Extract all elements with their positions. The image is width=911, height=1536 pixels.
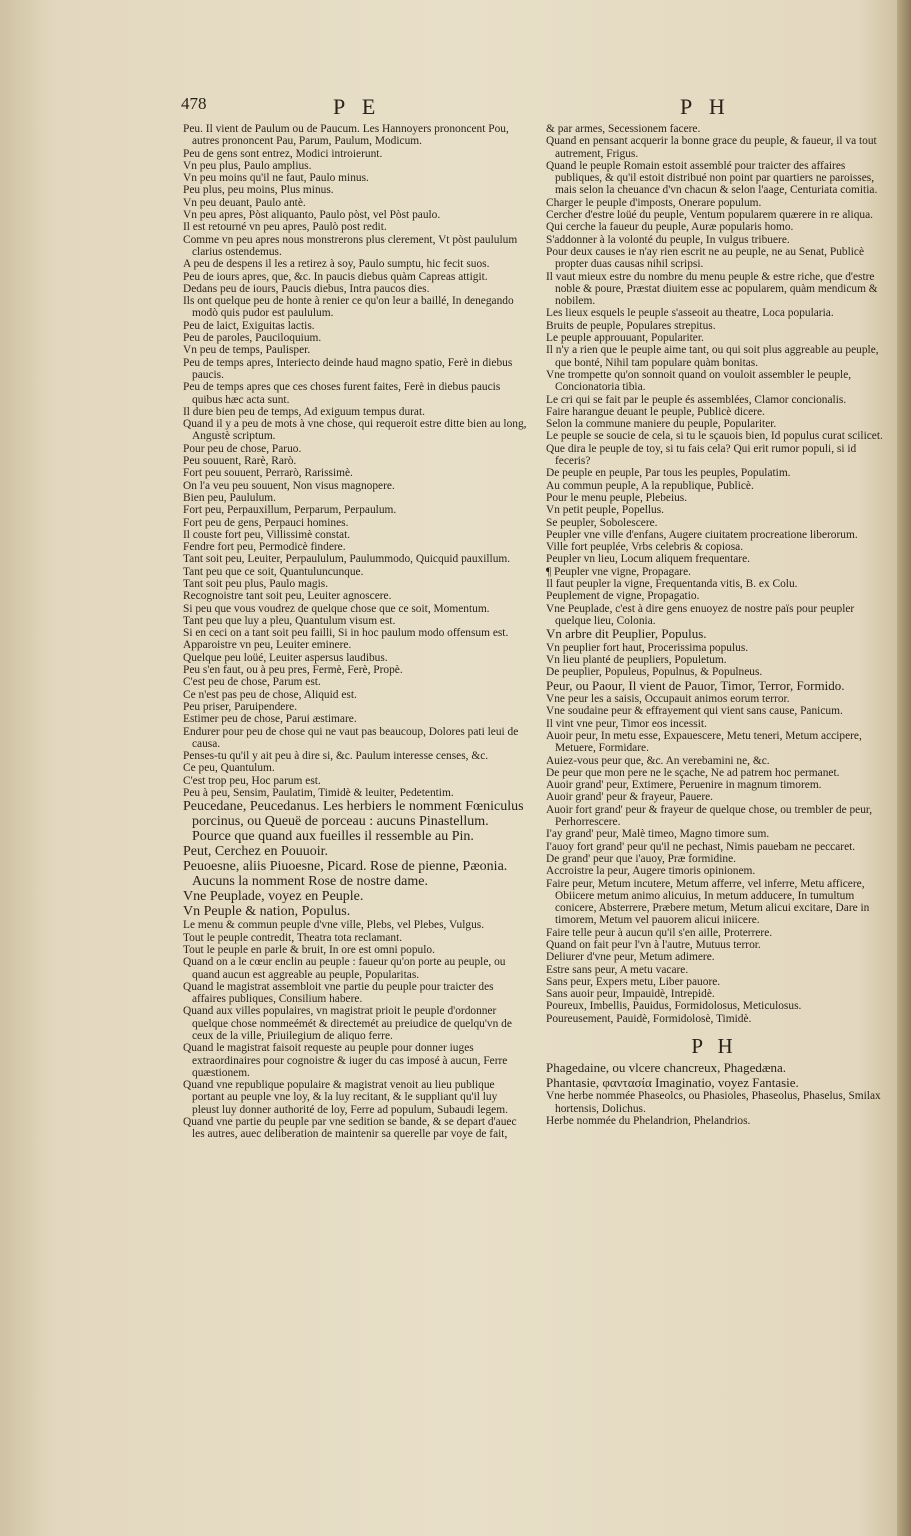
dictionary-entry: Se peupler, Sobolescere.: [546, 516, 658, 529]
dictionary-entry: Peucedane, Peucedanus. Les herbiers le nomment Fœniculus porcinus, ou Queuë de porceau : aucuns Pinastellum. Pource que quand aux fueilles il ressemble au Pin.: [183, 799, 524, 845]
dictionary-entry: Dedans peu de iours, Paucis diebus, Intra paucos dies.: [183, 282, 430, 295]
dictionary-entry: Vne Peuplade, c'est à dire gens enuoyez de nostre païs pour peupler quelque lieu, Colonia.: [546, 602, 855, 627]
dictionary-entry: De peuple en peuple, Par tous les peuples, Populatim.: [546, 467, 791, 480]
dictionary-entry: Vne soudaine peur & effrayement qui vient sans cause, Panicum.: [546, 705, 843, 718]
dictionary-entry: Auoir grand' peur & frayeur, Pauere.: [546, 791, 714, 804]
dictionary-entry: Quand le peuple Romain estoit assemblé pour traicter des affaires publiques, & qu'il estoit distribué non point par quartiers ne paroisses, mais selon la cheuance d'vn chacun & selon l'aage, Centuriata comitia.: [546, 159, 878, 197]
dictionary-entry: Vn peu moins qu'il ne faut, Paulo minus.: [183, 172, 369, 185]
dictionary-entry: Peupler vn lieu, Locum aliquem frequentare.: [546, 553, 751, 566]
dictionary-entry: Poureux, Imbellis, Pauidus, Formidolosus, Meticulosus.: [546, 1000, 802, 1013]
dictionary-entry: Comme vn peu apres nous monstrerons plus clerement, Vt pòst paululum clarius ostendemus.: [183, 233, 518, 258]
dictionary-entry: Il n'y a rien que le peuple aime tant, ou qui soit plus aggreable au peuple, que bonté, Nihil tam populare quàm bonitas.: [546, 344, 879, 369]
dictionary-entry: Les lieux esquels le peuple s'asseoit au theatre, Loca popularia.: [546, 307, 834, 320]
section-heading-ph: P H: [691, 1034, 738, 1059]
dictionary-entry: Il dure bien peu de temps, Ad exiguum tempus durat.: [183, 405, 426, 418]
dictionary-entry: Quand on a le cœur enclin au peuple : faueur qu'on porte au peuple, ou quand aucun est aggreable au peuple, Popularitas.: [183, 956, 506, 981]
dictionary-entry: Ce peu, Quantulum.: [183, 762, 275, 775]
dictionary-entry: Deliurer d'vne peur, Metum adimere.: [546, 951, 715, 964]
dictionary-entry: Vn Peuple & nation, Populus.: [183, 904, 351, 920]
dictionary-entry: Peu de temps apres que ces choses furent faites, Ferè in diebus paucis quibus hæc acta sunt.: [183, 381, 501, 406]
right-column-entries: [546, 123, 883, 1025]
dictionary-entry: Le peuple approuuant, Populariter.: [546, 332, 704, 345]
dictionary-entry: Au commun peuple, A la republique, Publicè.: [546, 479, 754, 492]
right-column: [546, 123, 883, 1127]
ph-section-entries: [546, 1061, 883, 1127]
dictionary-entry: Charger le peuple d'imposts, Onerare populum.: [546, 196, 762, 209]
dictionary-entry: Le menu & commun peuple d'vne ville, Plebs, vel Plebes, Vulgus.: [183, 919, 485, 932]
dictionary-entry: Phagedaine, ou vlcere chancreux, Phagedæna.: [546, 1060, 787, 1076]
dictionary-entry: Quand le magistrat faisoit requeste au peuple pour donner iuges extraordinaires pour cognoistre & iuger du cas imposé à aucun, Ferre quæstionem.: [183, 1042, 508, 1079]
dictionary-entry: Tout le peuple en parle & bruit, In ore est omni populo.: [183, 943, 435, 956]
dictionary-entry: Estre sans peur, A metu vacare.: [546, 963, 689, 976]
dictionary-entry: Vn peu de temps, Paulisper.: [183, 344, 311, 357]
dictionary-entry: Peupler vne ville d'enfans, Augere ciuitatem procreatione liberorum.: [546, 528, 858, 541]
dictionary-entry: Penses-tu qu'il y ait peu à dire si, &c. Paulum interesse censes, &c.: [183, 750, 489, 763]
dictionary-entry: Selon la commune maniere du peuple, Populariter.: [546, 418, 777, 431]
dictionary-entry: Bruits de peuple, Populares strepitus.: [546, 319, 716, 332]
dictionary-entry: Il est retourné vn peu apres, Paulò post redit.: [183, 221, 387, 234]
dictionary-entry: Peu à peu, Sensim, Paulatim, Timidè & leuiter, Pedetentim.: [183, 787, 454, 800]
dictionary-entry: Il vaut mieux estre du nombre du menu peuple & estre riche, que d'estre noble & poure, Præstat diuitem esse ac popularem, quàm mendicum & nobilem.: [546, 270, 878, 308]
dictionary-entry: Herbe nommée du Phelandrion, Phelandrios.: [546, 1114, 751, 1127]
dictionary-entry: Si en ceci on a tant soit peu failli, Si in hoc paulum modo offensum est.: [183, 627, 509, 640]
dictionary-entry: Quand vne republique populaire & magistrat venoit au lieu publique portant au peuple vne loy, & la luy recitant, & le suppliant qu'il luy pleust luy donner authorité de loy, Ferre ad populum, Subaudi legem.: [183, 1079, 508, 1116]
dictionary-entry: Fort peu souuent, Perrarò, Rarissimè.: [183, 467, 353, 480]
dictionary-entry: Peu souuent, Rarè, Rarò.: [183, 455, 297, 468]
dictionary-entry: Vne herbe nommée Phaseolcs, ou Phasioles, Phaseolus, Phaselus, Smilax hortensis, Dolichus.: [546, 1090, 881, 1115]
dictionary-entry: Accroistre la peur, Augere timoris opinionem.: [546, 865, 756, 878]
dictionary-entry: Tant peu que ce soit, Quantuluncunque.: [183, 565, 364, 578]
dictionary-entry: De peur que mon pere ne le sçache, Ne ad patrem hoc permanet.: [546, 766, 840, 779]
dictionary-entry: Tout le peuple contredit, Theatra tota reclamant.: [183, 931, 403, 944]
dictionary-entry: Peu de gens sont entrez, Modici introierunt.: [183, 147, 383, 160]
dictionary-entry: Bien peu, Paululum.: [183, 491, 277, 504]
dictionary-entry: Fort peu, Perpauxillum, Perparum, Perpaulum.: [183, 504, 397, 517]
dictionary-entry: Fort peu de gens, Perpauci homines.: [183, 516, 349, 529]
dictionary-entry: Cercher d'estre loüé du peuple, Ventum popularem quærere in re aliqua.: [546, 209, 873, 222]
dictionary-entry: Tant peu que luy a pleu, Quantulum visum est.: [183, 614, 396, 627]
dictionary-entry: Pour le menu peuple, Plebeius.: [546, 491, 688, 504]
dictionary-entry: Peu de paroles, Pauciloquium.: [183, 332, 322, 345]
dictionary-entry: Ils ont quelque peu de honte à renier ce qu'on leur a baillé, In denegando modò quis pudor est paululum.: [183, 295, 514, 320]
running-head-right: P H: [680, 94, 731, 119]
dictionary-entry: Peur, ou Paour, Il vient de Pauor, Timor, Terror, Formido.: [546, 677, 845, 693]
dictionary-entry: Ce n'est pas peu de chose, Aliquid est.: [183, 688, 357, 701]
dictionary-entry: Endurer pour peu de chose qui ne vaut pas beaucoup, Dolores pati leui de causa.: [183, 725, 519, 750]
dictionary-entry: Peuplement de vigne, Propagatio.: [546, 590, 700, 603]
dictionary-entry: Peu priser, Paruipendere.: [183, 700, 298, 713]
dictionary-entry: & par armes, Secessionem facere.: [546, 123, 701, 135]
dictionary-entry: Vn petit peuple, Popellus.: [546, 504, 665, 517]
dictionary-entry: Estimer peu de chose, Parui æstimare.: [183, 713, 357, 726]
page-number: 478: [181, 94, 207, 113]
dictionary-entry: Peut, Cerchez en Pouuoir.: [183, 844, 329, 860]
dictionary-entry: Quand en pensant acquerir la bonne grace du peuple, & faueur, il va tout autrement, Frigus.: [546, 135, 877, 160]
dictionary-entry: Vne peur les a saisis, Occupauit animos eorum terror.: [546, 693, 790, 706]
dictionary-entry: Faire peur, Metum incutere, Metum afferre, vel inferre, Metu afficere, Obiicere metum animo alicuius, In metum adducere, In tumultum conicere, Absterrere, Præbere metum, Metum alicui excitare, Dare in timorem, Metum vel pauorem alicui iniicere.: [546, 877, 870, 927]
dictionary-entry: De peuplier, Populeus, Populnus, & Populneus.: [546, 666, 763, 679]
dictionary-entry: Peu de laict, Exiguitas lactis.: [183, 319, 315, 332]
dictionary-entry: Sans peur, Expers metu, Liber pauore.: [546, 975, 721, 988]
dictionary-entry: Que dira le peuple de toy, si tu fais cela? Qui erit rumor populi, si id feceris?: [546, 442, 857, 468]
dictionary-entry: Quand il y a peu de mots à vne chose, qui requeroit estre ditte bien au long, Angustè scriptum.: [183, 418, 527, 443]
dictionary-entry: Il vint vne peur, Timor eos incessit.: [546, 717, 707, 730]
dictionary-entry: Quand on fait peur l'vn à l'autre, Mutuus terror.: [546, 939, 761, 951]
dictionary-entry: Apparoistre vn peu, Leuiter eminere.: [183, 639, 352, 652]
dictionary-entry: Faire harangue deuant le peuple, Publicè dicere.: [546, 405, 765, 418]
dictionary-entry: Vne Peuplade, voyez en Peuple.: [183, 889, 364, 905]
dictionary-entry: C'est peu de chose, Parum est.: [183, 676, 321, 689]
dictionary-entry: Auoir peur, In metu esse, Expauescere, Metu teneri, Metum accipere, Metuere, Formidare.: [546, 729, 862, 755]
dictionary-entry: Recognoistre tant soit peu, Leuiter agnoscere.: [183, 590, 392, 603]
running-head-left: P E: [333, 94, 382, 119]
dictionary-entry: Vn lieu planté de peupliers, Populetum.: [546, 653, 727, 666]
dictionary-entry: Peu de temps apres, Interiecto deinde haud magno spatio, Ferè in diebus paucis.: [183, 356, 513, 381]
dictionary-entry: Peu. Il vient de Paulum ou de Paucum. Les Hannoyers prononcent Pou, autres prononcent Pau, Parum, Paulum, Modicum.: [183, 123, 509, 148]
dictionary-entry: I'auoy fort grand' peur qu'il ne pechast, Nimis pauebam ne peccaret.: [546, 840, 856, 853]
dictionary-entry: Phantasie, φαντασία Imaginatio, voyez Fantasie.: [546, 1074, 799, 1090]
dictionary-entry: Peu de iours apres, que, &c. In paucis diebus quàm Capreas attigit.: [183, 270, 488, 283]
dictionary-entry: S'addonner à la volonté du peuple, In vulgus tribuere.: [546, 233, 790, 246]
dictionary-entry: A peu de despens il les a retirez à soy, Paulo sumptu, hic fecit suos.: [183, 258, 490, 271]
dictionary-entry: Fendre fort peu, Permodicè findere.: [183, 541, 346, 554]
dictionary-entry: Qui cerche la faueur du peuple, Auræ popularis homo.: [546, 221, 794, 234]
dictionary-entry: Quand aux villes populaires, vn magistrat prioit le peuple d'ordonner quelque chose nommeémét & directemét au preiudice de quelqu'vn de ceux de la ville, Priuilegium de aliquo ferre.: [183, 1005, 512, 1042]
dictionary-entry: Vn peu deuant, Paulo antè.: [183, 196, 306, 209]
dictionary-entry: Il faut peupler la vigne, Frequentanda vitis, B. ex Colu.: [546, 577, 798, 590]
dictionary-entry: Poureusement, Pauidè, Formidolosè, Timidè.: [546, 1012, 752, 1025]
page-gutter: [897, 0, 911, 1536]
dictionary-entry: Tant soit peu plus, Paulo magis.: [183, 577, 329, 590]
dictionary-entry: Peu plus, peu moins, Plus minus.: [183, 184, 334, 197]
dictionary-entry: Pour peu de chose, Paruo.: [183, 442, 302, 455]
dictionary-entry: Peu s'en faut, ou à peu pres, Fermè, Ferè, Propè.: [183, 664, 403, 677]
dictionary-entry: Le cri qui se fait par le peuple és assemblées, Clamor concionalis.: [546, 393, 847, 406]
dictionary-entry: Quand le magistrat assembloit vne partie du peuple pour traicter des affaires publiques, Consilium habere.: [183, 980, 494, 1006]
left-column: [183, 123, 527, 1141]
dictionary-entry: C'est trop peu, Hoc parum est.: [183, 774, 321, 787]
dictionary-entry: Vn arbre dit Peuplier, Populus.: [546, 626, 707, 642]
dictionary-entry: De grand' peur que i'auoy, Præ formidine.: [546, 852, 736, 865]
dictionary-entry: Vn peu plus, Paulo amplius.: [183, 159, 312, 172]
dictionary-entry: Il couste fort peu, Villissimè constat.: [183, 528, 351, 541]
dictionary-entry: Si peu que vous voudrez de quelque chose que ce soit, Momentum.: [183, 602, 490, 615]
dictionary-entry: Tant soit peu, Leuiter, Perpaululum, Paulummodo, Quicquid pauxillum.: [183, 553, 511, 566]
dictionary-entry: Vn peu apres, Pòst aliquanto, Paulo pòst, vel Pòst paulo.: [183, 209, 441, 222]
dictionary-entry: Auiez-vous peur que, &c. An verebamini ne, &c.: [546, 754, 770, 767]
dictionary-entry: Quand vne partie du peuple par vne sedition se bande, & se depart d'auec les autres, auec deliberation de maintenir sa querelle par voye de fait,: [183, 1116, 517, 1141]
dictionary-entry: Auoir grand' peur, Extimere, Peruenire in magnum timorem.: [546, 779, 822, 792]
dictionary-entry: Vn peuplier fort haut, Procerissima populus.: [546, 641, 749, 654]
dictionary-entry: Sans auoir peur, Impauidè, Intrepidè.: [546, 988, 715, 1001]
dictionary-entry: Vne trompette qu'on sonnoit quand on vouloit assembler le peuple, Concionatoria tibia.: [546, 368, 852, 394]
dictionary-entry: Faire telle peur à aucun qu'il s'en aille, Proterrere.: [546, 926, 773, 939]
dictionary-entry: Peuoesne, aliis Piuoesne, Picard. Rose de pienne, Pæonia. Aucuns la nomment Rose de nostre dame.: [183, 859, 508, 890]
dictionary-entry: ¶ Peupler vne vigne, Propagare.: [546, 565, 691, 578]
dictionary-entry: On l'a veu peu souuent, Non visus magnopere.: [183, 479, 395, 492]
dictionary-entry: Ville fort peuplée, Vrbs celebris & copiosa.: [546, 541, 744, 554]
dictionary-entry: Le peuple se soucie de cela, si tu le sçauois bien, Id populus curat scilicet.: [546, 430, 883, 443]
dictionary-entry: I'ay grand' peur, Malè timeo, Magno timore sum.: [546, 828, 770, 841]
dictionary-entry: Auoir fort grand' peur & frayeur de quelque chose, ou trembler de peur, Perhorrescere.: [546, 803, 873, 829]
dictionary-entry: Pour deux causes ie n'ay rien escrit ne au peuple, ne au Senat, Publicè propter duas causas nihil scripsi.: [546, 245, 865, 271]
dictionary-entry: Quelque peu loüé, Leuiter aspersus laudibus.: [183, 651, 388, 664]
